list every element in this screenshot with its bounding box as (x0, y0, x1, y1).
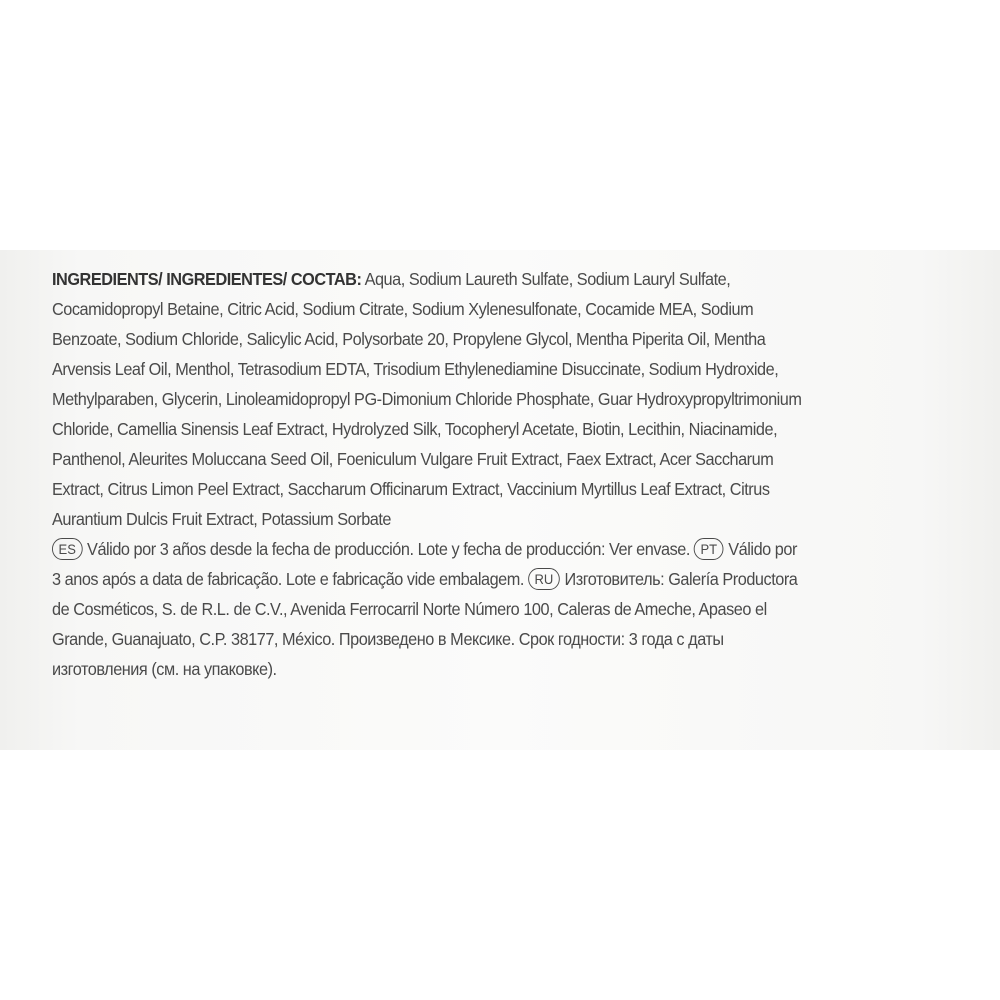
ru-line-3: изготовления (см. на упаковке). (52, 659, 277, 679)
ingredients-line-5: Methylparaben, Glycerin, Linoleamidopropyl PG-Dimonium Chloride Phosphate, Guar Hydroxypropyltrimonium (52, 389, 802, 409)
ingredients-text: Aqua, Sodium Laureth Sulfate, Sodium Lauryl Sulfate, (361, 269, 731, 289)
ru-text-start: Изготовитель: Galería Productora (564, 569, 798, 589)
es-pt-line (52, 534, 917, 564)
ru-badge: RU (528, 568, 560, 590)
ingredients-line-2: Cocamidopropyl Betaine, Citric Acid, Sodium Citrate, Sodium Xylenesulfonate, Cocamide MEA, Sodium (52, 299, 754, 319)
pt-ru-line (52, 564, 917, 594)
es-badge: ES (52, 538, 82, 560)
ingredients-label-text (52, 264, 917, 684)
es-text: Válido por 3 años desde la fecha de producción. Lote y fecha de producción: Ver envase. (87, 539, 690, 559)
pt-text-start: Válido por (728, 539, 797, 559)
ingredients-line-3: Benzoate, Sodium Chloride, Salicylic Acid, Polysorbate 20, Propylene Glycol, Mentha Piperita Oil, Mentha (52, 329, 766, 349)
ingredients-line-8: Extract, Citrus Limon Peel Extract, Saccharum Officinarum Extract, Vaccinium Myrtillus Leaf Extract, Citrus (52, 479, 770, 499)
ingredients-line-1 (52, 264, 917, 294)
ingredients-line-7: Panthenol, Aleurites Moluccana Seed Oil, Foeniculum Vulgare Fruit Extract, Faex Extract, Acer Saccharum (52, 449, 774, 469)
ru-line-1: de Cosméticos, S. de R.L. de C.V., Avenida Ferrocarril Norte Número 100, Caleras de Ameche, Apaseo el (52, 599, 767, 619)
ru-line-2: Grande, Guanajuato, C.P. 38177, México. Произведено в Мексике. Срок годности: 3 года с даты (52, 629, 724, 649)
ingredients-line-6: Chloride, Camellia Sinensis Leaf Extract, Hydrolyzed Silk, Tocopheryl Acetate, Biotin, Lecithin, Niacinamide, (52, 419, 778, 439)
ingredients-line-4: Arvensis Leaf Oil, Menthol, Tetrasodium EDTA, Trisodium Ethylenediamine Disuccinate, Sodium Hydroxide, (52, 359, 779, 379)
ingredients-heading: INGREDIENTS/ INGREDIENTES/ COCTAB: (52, 269, 362, 289)
pt-badge: PT (694, 538, 724, 560)
ingredients-line-9: Aurantium Dulcis Fruit Extract, Potassium Sorbate (52, 509, 392, 529)
pt-text-rest: 3 anos após a data de fabricação. Lote e fabricação vide embalagem. (52, 569, 524, 589)
